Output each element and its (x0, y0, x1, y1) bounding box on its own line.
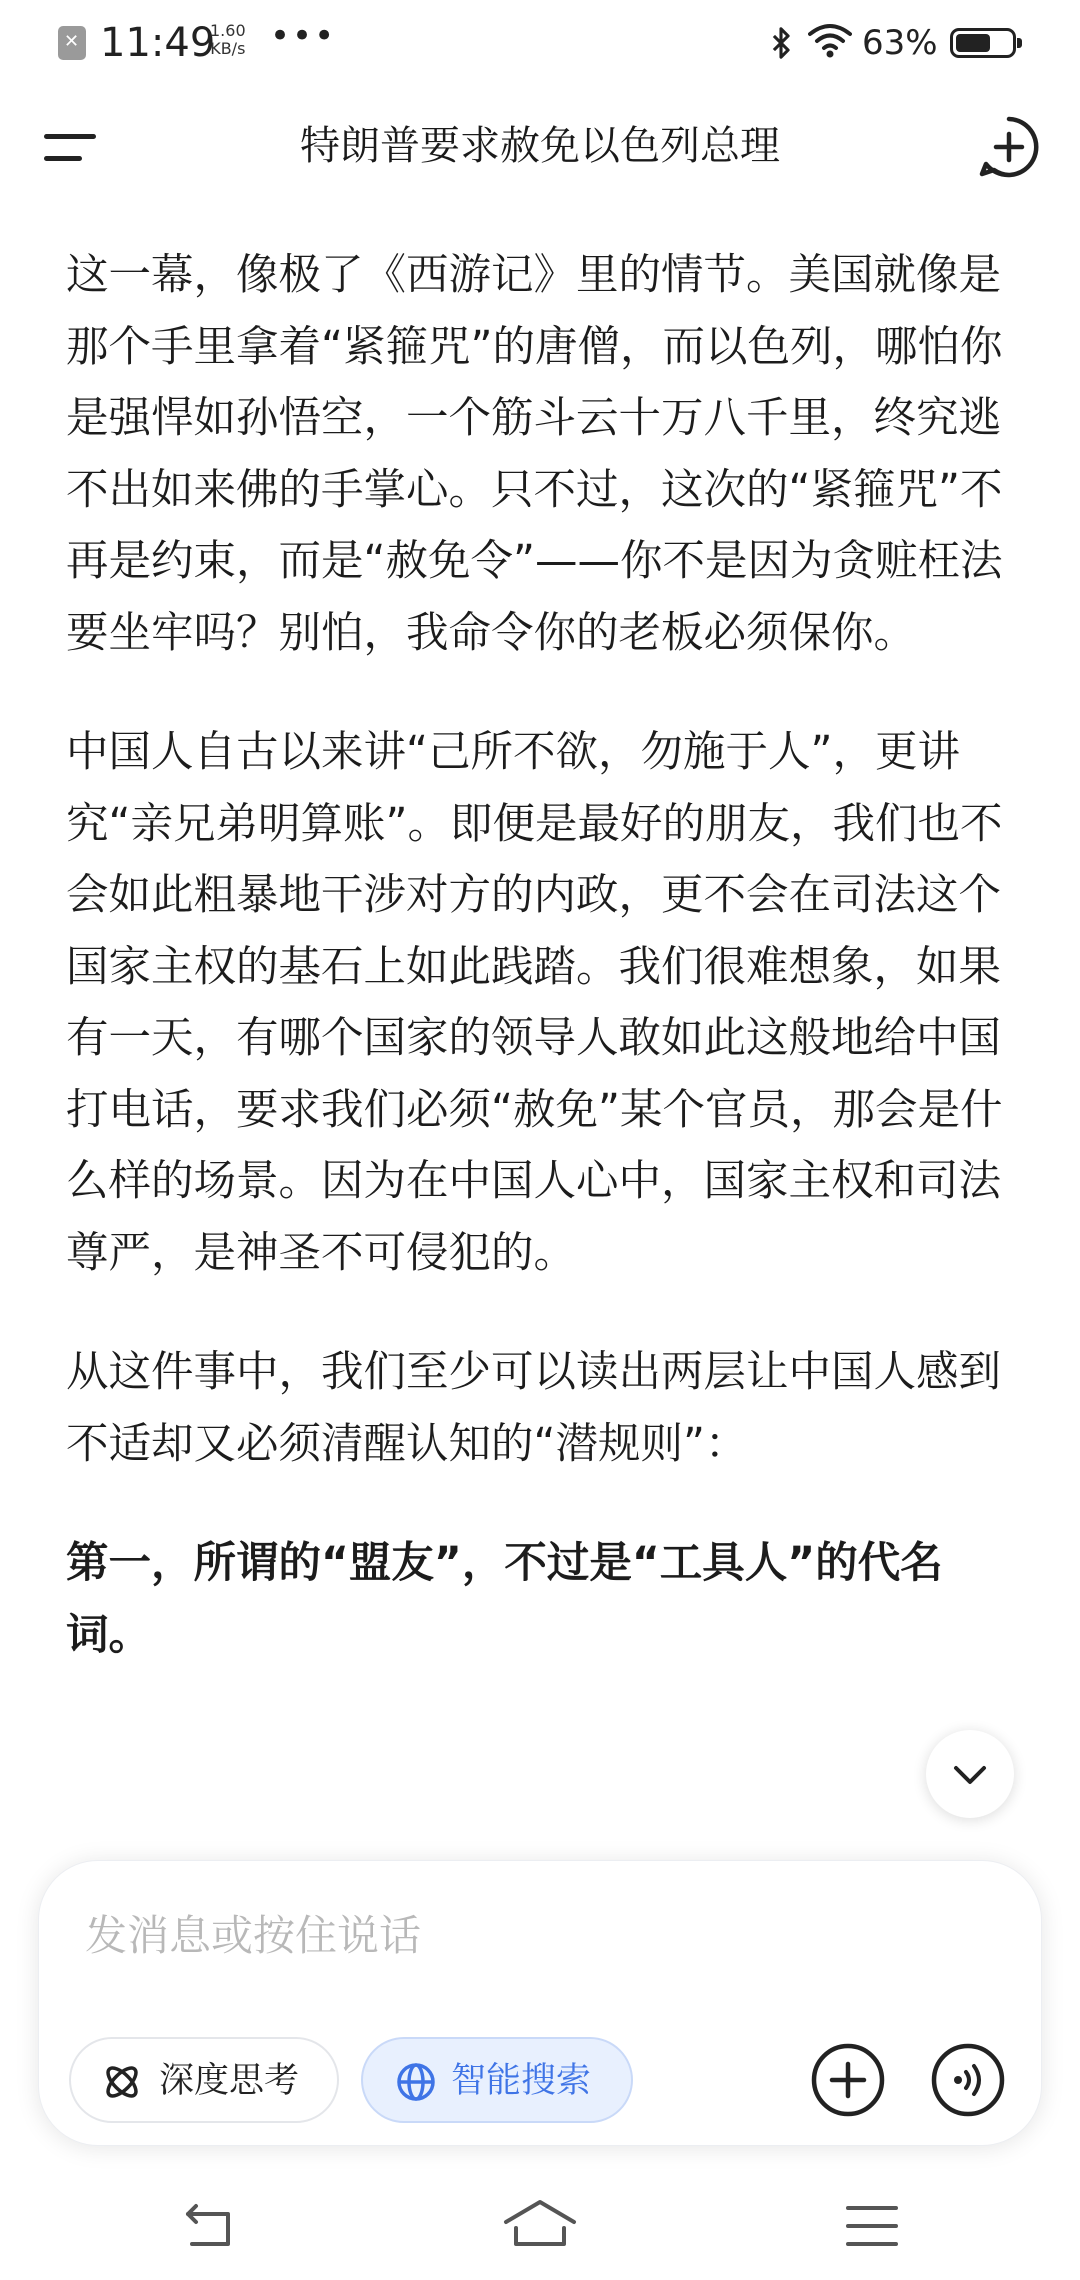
page-title: 特朗普要求赦免以色列总理 (300, 123, 780, 169)
voice-call-button[interactable] (929, 2041, 1007, 2119)
smart-search-label: 智能搜索 (451, 2061, 592, 2101)
battery-icon (950, 28, 1016, 58)
deep-think-button[interactable] (69, 2037, 339, 2123)
scroll-down-button[interactable] (926, 1730, 1014, 1818)
article-heading: 第一，所谓的“盟友”，不过是“工具人”的代名词。 (66, 1539, 943, 1660)
app-header (0, 96, 1080, 196)
smart-search-button[interactable] (361, 2037, 633, 2123)
battery-percent: 63% (862, 23, 938, 63)
network-speed-unit: KB/s (210, 39, 246, 58)
status-bar (0, 0, 1080, 84)
system-nav-bar (0, 2180, 1080, 2280)
article-paragraph: 中国人自古以来讲“己所不欲，勿施于人”，更讲究“亲兄弟明算账”。即便是最好的朋友，我们也不会如此粗暴地干涉对方的内政，更不会在司法这个国家主权的基石上如此践踏。我们很难想象，如果有一天，有哪个国家的领导人敢如此这般地给中国打电话，要求我们必须“赦免”某个官员，那会是什么样的场景。因为在中国人心中，国家主权和司法尊严，是神圣不可侵犯的。 (66, 728, 1003, 1278)
message-composer (38, 1860, 1042, 2146)
globe-icon (395, 2061, 437, 2103)
deep-think-label: 深度思考 (159, 2061, 300, 2101)
wifi-icon (808, 22, 852, 60)
article-paragraph: 这一幕，像极了《西游记》里的情节。美国就像是那个手里拿着“紧箍咒”的唐僧，而以色列，哪怕你是强悍如孙悟空，一个筋斗云十万八千里，终究逃不出如来佛的手掌心。只不过，这次的“紧箍咒”不再是约束，而是“赦免令”——你不是因为贪赃枉法要坐牢吗？别怕，我命令你的老板必须保你。 (66, 251, 1003, 658)
chevron-down-icon (950, 1756, 990, 1792)
bluetooth-icon (764, 26, 798, 60)
menu-icon[interactable] (44, 122, 100, 172)
notification-icon (58, 26, 86, 60)
more-notifications-icon: ••• (270, 16, 337, 56)
status-time: 11:49 (100, 20, 216, 66)
back-icon[interactable] (180, 2200, 236, 2252)
article-paragraph: 从这件事中，我们至少可以读出两层让中国人感到不适却又必须清醒认知的“潜规则”： (66, 1348, 1002, 1469)
network-speed-value: 1.60 (210, 21, 246, 40)
new-chat-icon[interactable] (976, 114, 1042, 180)
recent-apps-icon[interactable] (844, 2202, 900, 2250)
network-speed (210, 22, 246, 58)
message-input[interactable] (83, 1899, 987, 1971)
add-attachment-button[interactable] (809, 2041, 887, 2119)
atom-icon (101, 2061, 143, 2103)
home-icon[interactable] (500, 2196, 580, 2252)
article-content (66, 240, 1016, 1860)
